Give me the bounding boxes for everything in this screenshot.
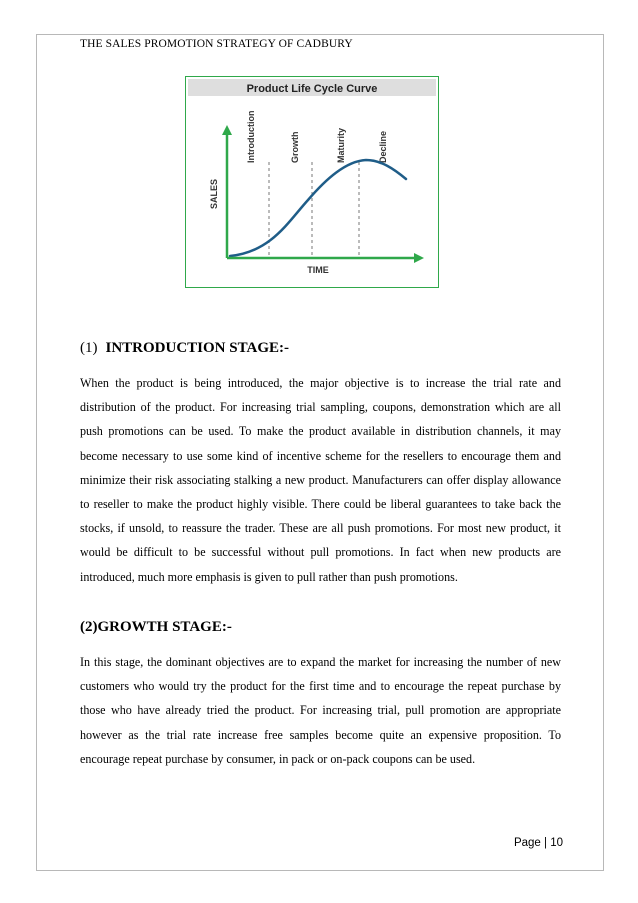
stage-label-decline: Decline bbox=[378, 130, 388, 163]
section-title: (2)GROWTH STAGE:- bbox=[80, 619, 232, 635]
page-number: Page | 10 bbox=[513, 837, 563, 849]
product-life-cycle-figure bbox=[185, 76, 439, 288]
x-axis-label: TIME bbox=[307, 265, 329, 275]
figure-title: Product Life Cycle Curve bbox=[246, 83, 378, 95]
section-heading-introduction bbox=[80, 340, 289, 357]
section-number: (1) bbox=[80, 340, 98, 356]
stage-label-growth: Growth bbox=[290, 131, 300, 163]
running-header: THE SALES PROMOTION STRATEGY OF CADBURY bbox=[80, 38, 353, 50]
section-heading-growth bbox=[80, 619, 232, 636]
sales-curve bbox=[230, 160, 406, 256]
section-title: INTRODUCTION STAGE:- bbox=[105, 340, 289, 356]
stage-label-introduction: Introduction bbox=[246, 110, 256, 163]
y-axis-label: SALES bbox=[209, 178, 219, 209]
stage-label-maturity: Maturity bbox=[336, 127, 346, 163]
x-axis-arrow-icon bbox=[414, 253, 424, 263]
y-axis-arrow-icon bbox=[222, 125, 232, 135]
section-body-growth: In this stage, the dominant objectives are to expand the market for increasing the number of new customers who would try the product for the first time and to encourage the repeat purchase by those who have already tried the product. For increasing trial, pull promotion are appropriate however as the trial rate increase free samples become quite an expensive proposition. To encourage repeat purchase by consumer, in pack or on-pack coupons can be used. bbox=[80, 655, 561, 766]
life-cycle-diagram bbox=[186, 77, 438, 287]
section-body-introduction: When the product is being introduced, the major objective is to increase the trial rate and distribution of the product. For increasing trial sampling, coupons, demonstration which are all push promotions can be used. To make the product available in distribution channels, it may become necessary to use some kind of incentive scheme for the resellers to encourage them and minimize their risk associating stalking a new product. Manufacturers can offer display allowance to reseller to make the product highly visible. There could be liberal guarantees to take back the stocks, if unsold, to reassure the trader. These are all push promotions. For most new product, it would be difficult to be successful without pull promotions. In fact when new products are introduced, much more emphasis is given to pull rather than push promotions. bbox=[80, 376, 561, 584]
